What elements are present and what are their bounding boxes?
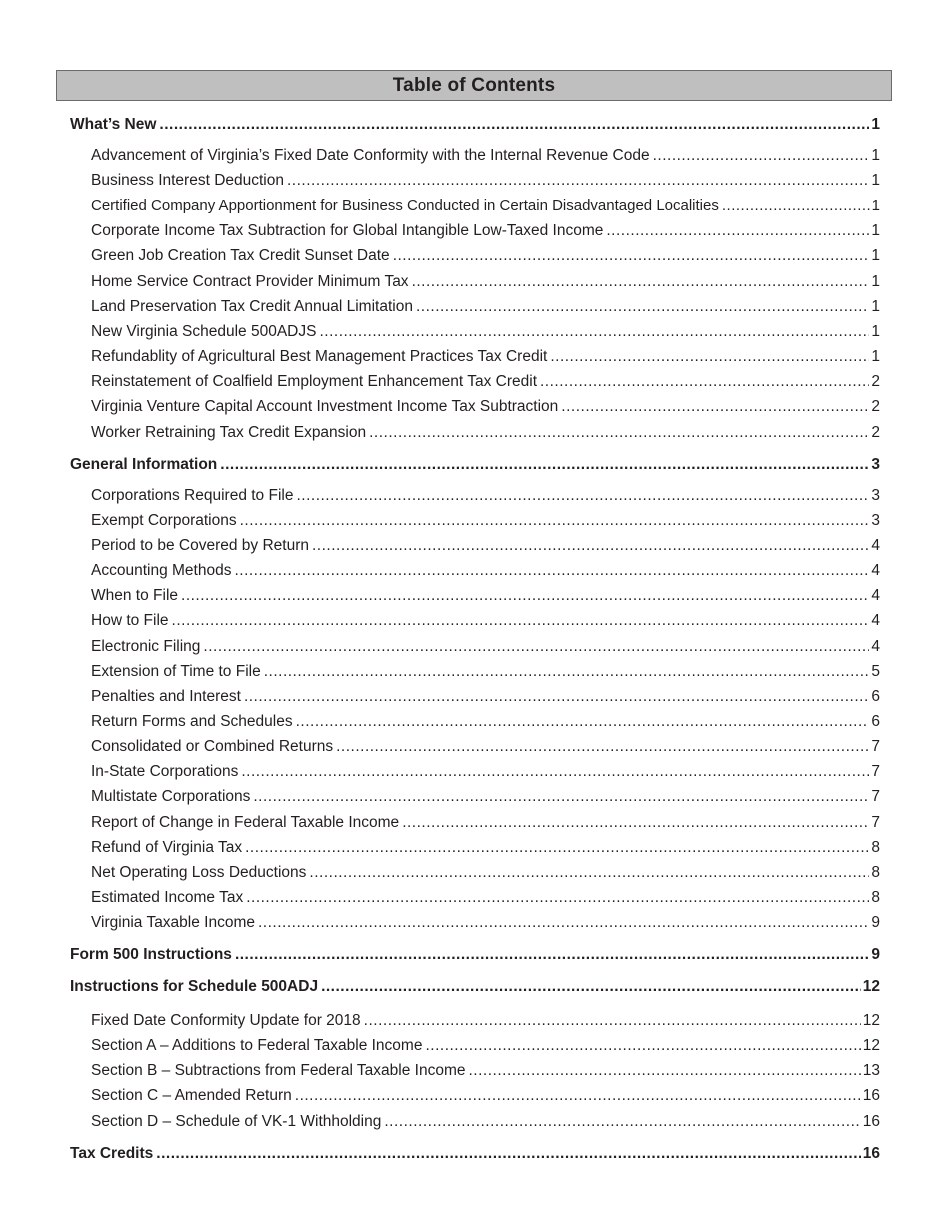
toc-entry-label: Consolidated or Combined Returns [91,738,334,755]
toc-entry[interactable] [91,537,880,555]
dot-leader [309,864,869,882]
toc-entry-label: Penalties and Interest [91,688,241,705]
toc-entry[interactable] [91,839,880,857]
toc-entry[interactable] [91,562,880,580]
toc-section-label: What’s New [70,116,157,133]
toc-page-number: 6 [871,713,880,730]
toc-page-number: 1 [871,323,880,340]
toc-page-number: 12 [862,978,880,995]
toc-page-number: 1 [871,197,880,214]
toc-entry[interactable] [91,663,880,681]
toc-entry[interactable] [91,172,880,190]
toc-entry-label: Refund of Virginia Tax [91,839,243,856]
dot-leader [235,946,869,964]
toc-page-number: 3 [871,456,880,473]
toc-entry[interactable] [91,512,880,530]
page-title: Table of Contents [392,74,556,96]
toc-entry[interactable] [91,147,880,165]
toc-entry-label: Business Interest Deduction [91,172,284,189]
toc-page-number: 4 [871,612,880,629]
toc-page-number: 2 [871,398,880,415]
toc-entry[interactable] [91,788,880,806]
dot-leader [253,788,869,806]
toc-entry-label: Period to be Covered by Return [91,537,309,554]
dot-leader [321,978,861,996]
toc-entry-label: Return Forms and Schedules [91,713,293,730]
toc-section-label: Form 500 Instructions [70,946,232,963]
toc-section-label: Tax Credits [70,1145,154,1162]
dot-leader [181,587,869,605]
toc-entry[interactable] [91,638,880,656]
dot-leader [402,814,869,832]
toc-entry-label: Corporations Required to File [91,487,294,504]
dot-leader [412,273,870,291]
toc-entry-label: Worker Retraining Tax Credit Expansion [91,424,367,441]
toc-entry-label: Advancement of Virginia’s Fixed Date Conformity with the Internal Revenue Code [91,147,650,164]
dot-leader [469,1062,861,1080]
toc-entry[interactable] [91,1012,880,1030]
toc-entry-label: Accounting Methods [91,562,232,579]
toc-page-number: 9 [871,946,880,963]
dot-leader [561,398,869,416]
toc-page-number: 12 [862,1037,880,1054]
toc-page-number: 4 [871,587,880,604]
toc-page-number: 1 [871,116,880,133]
toc-entry-label: Fixed Date Conformity Update for 2018 [91,1012,361,1029]
toc-page-number: 8 [871,864,880,881]
toc-page-number: 16 [862,1145,880,1162]
dot-leader [296,713,870,731]
toc-page-number: 3 [871,487,880,504]
toc-page-number: 16 [862,1087,880,1104]
dot-leader [540,373,869,391]
toc-entry[interactable] [91,713,880,731]
toc-entry[interactable] [91,348,880,366]
dot-leader [296,487,869,505]
dot-leader [722,197,870,215]
dot-leader [336,738,869,756]
dot-leader [159,116,869,134]
toc-entry[interactable] [91,1062,880,1080]
toc-entry[interactable] [91,864,880,882]
toc-entry-label: Home Service Contract Provider Minimum Tax [91,273,409,290]
toc-entry-label: Multistate Corporations [91,788,251,805]
toc-entry[interactable] [91,398,880,416]
toc-page-number: 1 [871,298,880,315]
toc-entry[interactable] [91,1113,880,1131]
toc-entry-label: Section A – Additions to Federal Taxable Income [91,1037,423,1054]
toc-entry[interactable] [91,914,880,932]
toc-entry[interactable] [91,814,880,832]
dot-leader [240,512,870,530]
toc-entry[interactable] [91,273,880,291]
toc-page-number: 1 [871,222,880,239]
toc-entry[interactable] [91,247,880,265]
dot-leader [393,247,870,265]
toc-section-general-information[interactable] [70,456,880,474]
toc-entry[interactable] [91,298,880,316]
toc-entry-label: Virginia Venture Capital Account Investment Income Tax Subtraction [91,398,559,415]
toc-section-form-500-instructions[interactable] [70,946,880,964]
dot-leader [369,424,869,442]
toc-entry-label: Net Operating Loss Deductions [91,864,307,881]
toc-page-number: 8 [871,889,880,906]
toc-page-number: 1 [871,273,880,290]
toc-entry[interactable] [91,1037,880,1055]
toc-entry[interactable] [91,763,880,781]
toc-entry[interactable] [91,197,880,215]
dot-leader [384,1113,860,1131]
toc-page-number: 3 [871,512,880,529]
toc-page-number: 1 [871,247,880,264]
toc-entry-label: When to File [91,587,179,604]
toc-entry[interactable] [91,688,880,706]
toc-section-label: Instructions for Schedule 500ADJ [70,978,319,995]
toc-page-number: 7 [871,814,880,831]
toc-page-number: 6 [871,688,880,705]
toc-entry-label: Certified Company Apportionment for Business Conducted in Certain Disadvantaged Localities [91,197,719,214]
toc-entry-label: Section B – Subtractions from Federal Taxable Income [91,1062,466,1079]
toc-page-number: 1 [871,172,880,189]
toc-entry-label: Section D – Schedule of VK-1 Withholding [91,1113,382,1130]
dot-leader [234,562,869,580]
dot-leader [364,1012,861,1030]
toc-entry[interactable] [91,612,880,630]
toc-entry-label: How to File [91,612,169,629]
toc-entry[interactable] [91,1087,880,1105]
dot-leader [156,1145,860,1163]
toc-page-number: 2 [871,373,880,390]
toc-entry-label: In-State Corporations [91,763,239,780]
toc-page-number: 12 [862,1012,880,1029]
dot-leader [203,638,869,656]
toc-entry-label: Electronic Filing [91,638,201,655]
dot-leader [295,1087,861,1105]
toc-page-number: 7 [871,788,880,805]
toc-entry[interactable] [91,738,880,756]
dot-leader [606,222,869,240]
toc-entry-label: Report of Change in Federal Taxable Income [91,814,400,831]
toc-page-number: 1 [871,348,880,365]
dot-leader [287,172,869,190]
dot-leader [312,537,869,555]
toc-page-number: 4 [871,537,880,554]
toc-entry[interactable] [91,373,880,391]
dot-leader [416,298,869,316]
toc-section-schedule-500adj[interactable] [70,978,880,996]
toc-page-number: 13 [862,1062,880,1079]
dot-leader [258,914,869,932]
toc-page-number: 9 [871,914,880,931]
toc-section-tax-credits[interactable] [70,1145,880,1163]
toc-entry-label: Reinstatement of Coalfield Employment Enhancement Tax Credit [91,373,537,390]
toc-entry-label: Refundablity of Agricultural Best Management Practices Tax Credit [91,348,548,365]
toc-entry[interactable] [91,424,880,442]
dot-leader [425,1037,860,1055]
toc-entry-label: Land Preservation Tax Credit Annual Limitation [91,298,413,315]
toc-page-number: 1 [871,147,880,164]
toc-entry-label: New Virginia Schedule 500ADJS [91,323,317,340]
toc-section-label: General Information [70,456,218,473]
dot-leader [550,348,869,366]
toc-entry-label: Virginia Taxable Income [91,914,255,931]
dot-leader [653,147,870,165]
dot-leader [319,323,869,341]
toc-entry-label: Exempt Corporations [91,512,237,529]
toc-page-number: 4 [871,638,880,655]
toc-page-number: 7 [871,738,880,755]
dot-leader [245,839,869,857]
dot-leader [172,612,870,630]
toc-page-number: 2 [871,424,880,441]
toc-page-number: 5 [871,663,880,680]
dot-leader [244,688,869,706]
toc-entry[interactable] [91,487,880,505]
toc-entry[interactable] [91,587,880,605]
toc-page-number: 16 [862,1113,880,1130]
toc-entry[interactable] [91,889,880,907]
dot-leader [264,663,870,681]
toc-entry-label: Green Job Creation Tax Credit Sunset Date [91,247,390,264]
toc-entry-label: Extension of Time to File [91,663,261,680]
toc-page-number: 8 [871,839,880,856]
toc-entry-label: Section C – Amended Return [91,1087,292,1104]
toc-entry[interactable] [91,323,880,341]
toc-section-whats-new[interactable] [70,116,880,134]
dot-leader [220,456,869,474]
toc-entry-label: Corporate Income Tax Subtraction for Global Intangible Low-Taxed Income [91,222,604,239]
dot-leader [241,763,869,781]
toc-page-number: 7 [871,763,880,780]
dot-leader [246,889,869,907]
toc-page-number: 4 [871,562,880,579]
toc-entry[interactable] [91,222,880,240]
toc-entry-label: Estimated Income Tax [91,889,244,906]
